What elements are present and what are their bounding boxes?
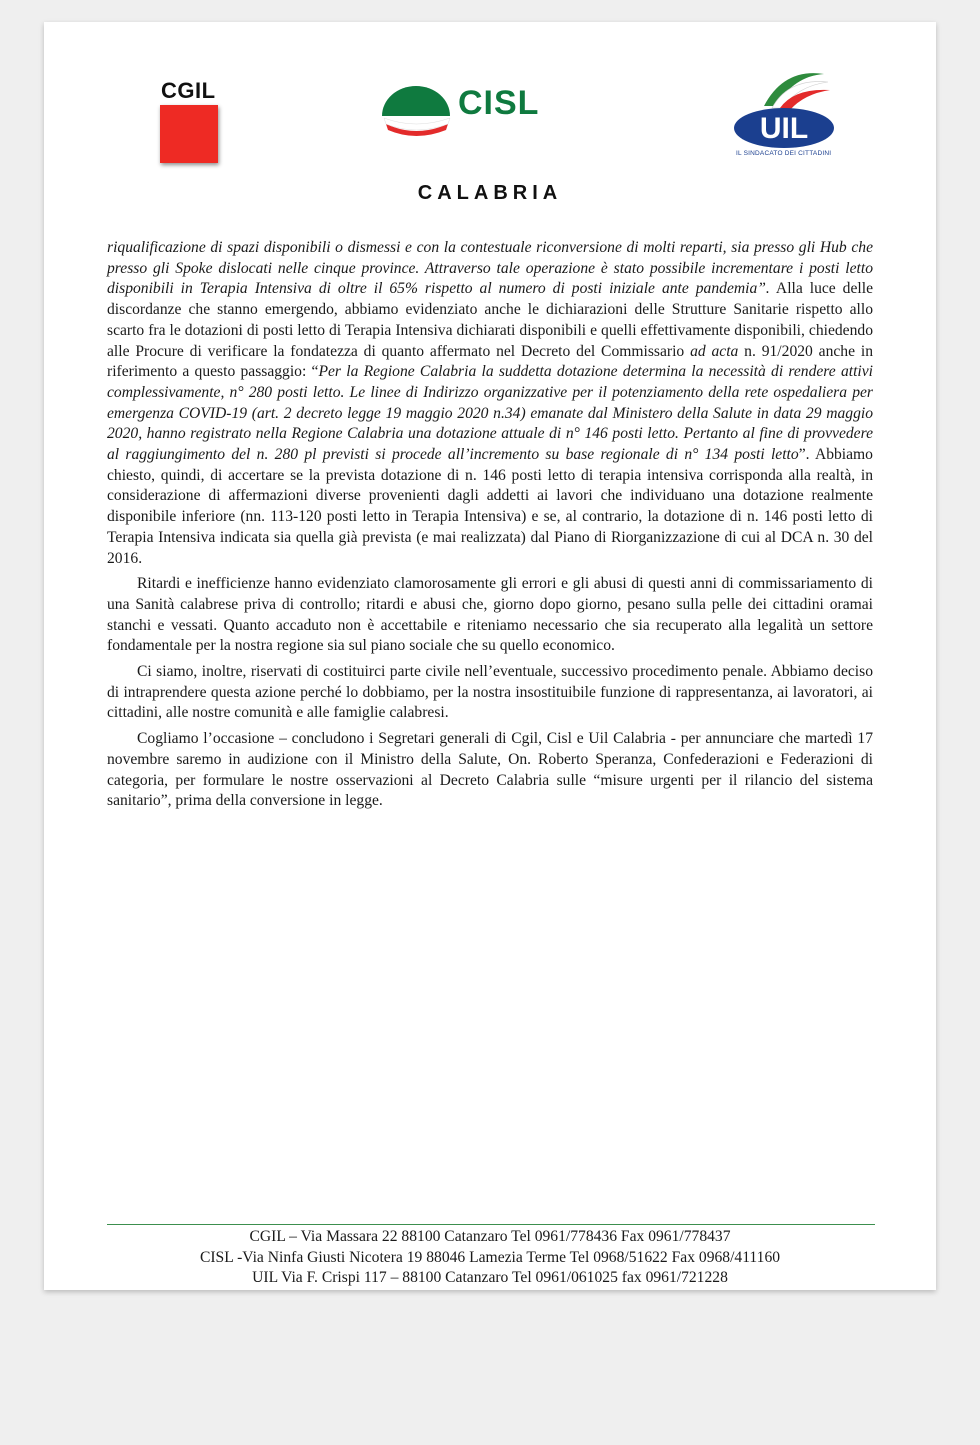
uil-emblem-icon bbox=[724, 66, 844, 150]
uil-tagline: IL SINDACATO DEI CITTADINI bbox=[736, 150, 832, 157]
paragraph-1 bbox=[107, 238, 873, 569]
uil-logo-text: UIL bbox=[759, 112, 809, 145]
footer-cisl-address: CISL -Via Ninfa Giusti Nicotera 19 88046 Lamezia Terme Tel 0968/51622 Fax 0968/411160 bbox=[199, 1248, 781, 1266]
paragraph-1-text-a: Alla luce delle discordanze che stanno emergendo, abbiamo evidenziato anche le dichiarazioni delle Strutture Sanitarie rispetto allo scarto fra le dotazioni di posti letto di Terapia Intensiva dichiarati disponibili e quelli effettivamente disponibili, chiedendo alle Procure di verificare la fondatezza di quanto affermato nel Decreto del Commissario bbox=[107, 280, 873, 360]
cgil-logo-text: CGIL bbox=[161, 78, 216, 103]
paragraph-4: Cogliamo l’occasione – concludono i Segretari generali di Cgil, Cisl e Uil Calabria - per annunciare che martedì 17 novembre saremo in audizione con il Ministro della Salute, On. Roberto Speranza, Confederazioni e Federazioni di categoria, per formulare le nostre osservazioni al Decreto Calabria sulle “misure urgenti per il rilancio del sistema sanitario”, prima della conversione in legge. bbox=[107, 730, 873, 810]
cgil-red-square bbox=[160, 105, 218, 163]
cisl-logo-text: CISL bbox=[458, 84, 540, 122]
paragraph-2: Ritardi e inefficienze hanno evidenziato clamorosamente gli errori e gli abusi di questi anni di commissariamento di una Sanità calabrese priva di controllo; ritardi e abusi che, giorno dopo giorno, pesano sulla pelle dei cittadini oramai stanchi e vessati. Quanto accaduto non è accettabile e riteniamo necessario che sia recuperato alla legalità un settore fondamentale per la nostra regione sia sul piano sociale che su quello economico. bbox=[107, 575, 873, 655]
cisl-emblem-icon bbox=[378, 80, 454, 144]
footer-cgil-address: CGIL – Via Massara 22 88100 Catanzaro Tel 0961/778436 Fax 0961/778437 bbox=[249, 1228, 731, 1245]
decree-quote-text: Per la Regione Calabria la suddetta dotazione determina la necessità di rendere attivi complessivamente, n° 280 posti letto. Le linee di Indirizzo organizzative per il potenziamento della rete ospedaliera per emergenza COVID-19 (art. 2 decreto legge 19 maggio 2020 n.34) emanate dal Ministero della Salute in data 29 maggio 2020, hanno registrato nella Regione Calabria una dotazione attuale di n° 146 posti letto. Pertanto al fine di provvedere al raggiungimento del n. 280 pl previsti si procede all’incremento su base regionale di n° 134 posti letto bbox=[107, 363, 874, 464]
paragraph-1-text-b: n. 91/2020 anche in riferimento a questo passaggio: “ bbox=[107, 342, 873, 381]
ad-acta-text: ad acta bbox=[690, 342, 739, 360]
footer-divider bbox=[107, 1224, 875, 1225]
document-page bbox=[44, 22, 936, 1290]
quote-intro-text: riqualificazione di spazi disponibili o dismessi e con la contestuale riconversione di molti reparti, sia presso gli Hub che presso gli Spoke dislocati nelle cinque province. Attraverso tale operazione è stato possibile incrementare i posti letto disponibili in Terapia Intensiva di oltre il 65% rispetto al numero di posti iniziale ante pandemia”. bbox=[107, 239, 873, 298]
uil-logo bbox=[724, 66, 844, 161]
cisl-logo bbox=[378, 80, 578, 144]
paragraph-1-text-c: ”. Abbiamo chiesto, quindi, di accertare se la prevista dotazione di n. 146 posti letto di terapia intensiva corrisponda alla realtà, in considerazione di affermazioni diverse provenienti dagli addetti ai lavori che individuano una dotazione realmente disponibile inferiore (nn. 113-120 posti letto in Terapia Intensiva) e se, al contrario, la dotazione di n. 146 posti letto di Terapia Intensiva indicata sia quella già prevista (e mai realizzata) dal Piano di Riorganizzazione di cui al DCA n. 30 del 2016. bbox=[107, 446, 873, 567]
cgil-logo bbox=[160, 80, 224, 163]
press-release-body bbox=[107, 238, 873, 817]
footer-addresses bbox=[44, 1227, 936, 1289]
footer-uil-address: UIL Via F. Crispi 117 – 88100 Catanzaro Tel 0961/061025 fax 0961/721228 bbox=[252, 1269, 728, 1286]
paragraph-3: Ci siamo, inoltre, riservati di costituirci parte civile nell’eventuale, successivo procedimento penale. Abbiamo deciso di intraprendere questa azione perché lo dobbiamo, per la nostra insostituibile funzione di rappresentanza, ai lavoratori, ai cittadini, alle nostre comunità e alle famiglie calabresi. bbox=[107, 663, 873, 722]
region-title: CALABRIA bbox=[417, 182, 563, 204]
